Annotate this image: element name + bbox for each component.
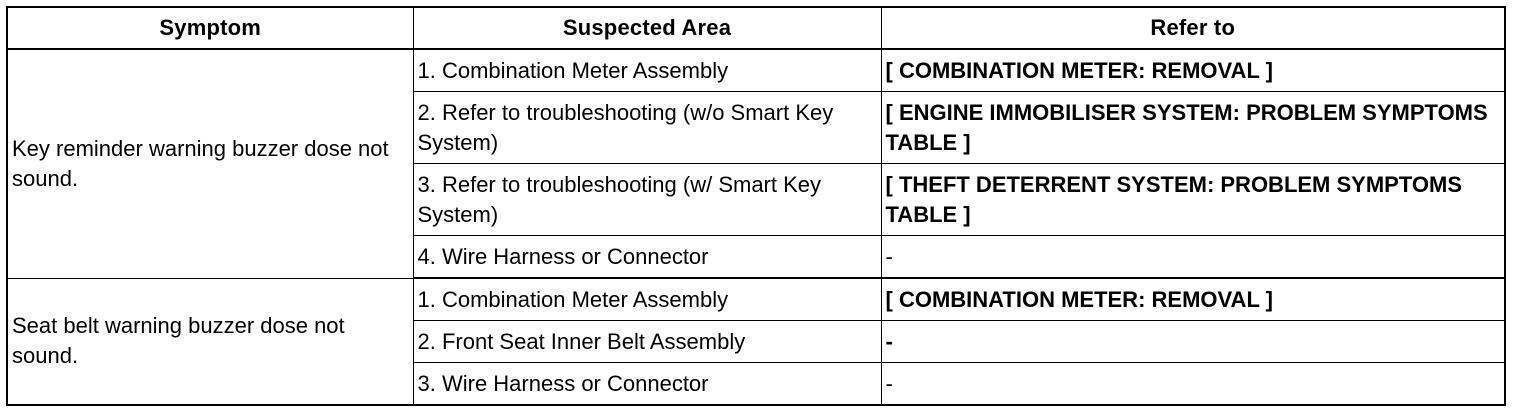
suspected-area-cell: 1. Combination Meter Assembly xyxy=(413,49,881,92)
header-suspected-area: Suspected Area xyxy=(413,7,881,49)
refer-to-link[interactable]: [ COMBINATION METER: REMOVAL ] xyxy=(881,49,1505,92)
header-refer-to: Refer to xyxy=(881,7,1505,49)
table-row xyxy=(7,278,1505,321)
refer-to-cell: - xyxy=(881,363,1505,406)
suspected-area-cell: 2. Front Seat Inner Belt Assembly xyxy=(413,321,881,363)
symptom-cell: Key reminder warning buzzer dose not sound. xyxy=(7,49,413,278)
refer-to-link[interactable]: [ COMBINATION METER: REMOVAL ] xyxy=(881,278,1505,321)
suspected-area-cell: 3. Refer to troubleshooting (w/ Smart Key System) xyxy=(413,164,881,236)
refer-to-link[interactable]: [ ENGINE IMMOBILISER SYSTEM: PROBLEM SYMPTOMS TABLE ] xyxy=(881,92,1505,164)
suspected-area-cell: 3. Wire Harness or Connector xyxy=(413,363,881,406)
suspected-area-cell: 1. Combination Meter Assembly xyxy=(413,278,881,321)
table-row xyxy=(7,49,1505,92)
refer-to-cell: - xyxy=(881,321,1505,363)
refer-to-cell: - xyxy=(881,236,1505,279)
refer-to-link[interactable]: [ THEFT DETERRENT SYSTEM: PROBLEM SYMPTOMS TABLE ] xyxy=(881,164,1505,236)
problem-symptoms-table xyxy=(6,6,1506,406)
table-header-row xyxy=(7,7,1505,49)
suspected-area-cell: 2. Refer to troubleshooting (w/o Smart Key System) xyxy=(413,92,881,164)
header-symptom: Symptom xyxy=(7,7,413,49)
suspected-area-cell: 4. Wire Harness or Connector xyxy=(413,236,881,279)
symptom-cell: Seat belt warning buzzer dose not sound. xyxy=(7,278,413,405)
